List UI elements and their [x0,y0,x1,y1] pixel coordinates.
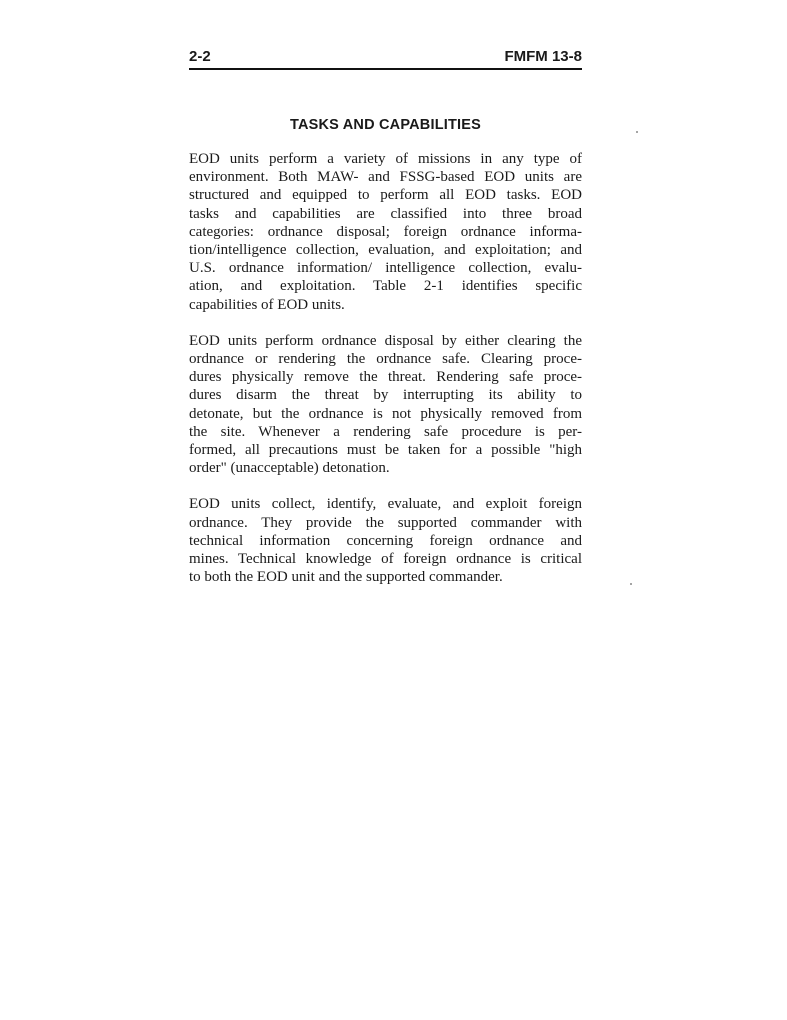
text-line: EOD units perform ordnance disposal by either clearing the [189,332,582,349]
text-line: environment. Both MAW- and FSSG-based EOD units are [189,169,582,186]
text-line: EOD units perform a variety of missions in any type of [189,151,582,167]
page-number: 2-2 [189,48,211,65]
text-line: dures physically remove the threat. Rendering safe proce- [189,369,582,386]
text-line: detonate, but the ordnance is not physically removed from [189,405,582,422]
text-line: to both the EOD unit and the supported commander. [189,569,503,586]
manual-id: FMFM 13-8 [504,48,582,65]
text-line: ation, and exploitation. Table 2-1 identifies specific [189,278,582,295]
text-line: formed, all precautions must be taken for a possible "high [189,442,582,459]
text-line: tion/intelligence collection, evaluation, and exploitation; and [189,242,582,259]
scan-speck [630,583,632,585]
text-line: dures disarm the threat by interrupting its ability to [189,387,582,404]
text-line: technical information concerning foreign ordnance and [189,532,582,549]
text-line: U.S. ordnance information/ intelligence collection, evalu- [189,260,582,277]
text-line: EOD units collect, identify, evaluate, and exploit foreign [189,496,582,513]
text-line: categories: ordnance disposal; foreign ordnance informa- [189,223,582,240]
text-line: structured and equipped to perform all EOD tasks. EOD [189,187,582,204]
section-title: TASKS AND CAPABILITIES [289,117,482,133]
scan-speck [636,131,638,133]
text-line: ordnance or rendering the ordnance safe. Clearing proce- [189,351,582,368]
paragraph-1 [189,150,582,314]
text-line: ordnance. They provide the supported commander with [189,514,582,531]
paragraph-3 [189,495,582,586]
text-line: tasks and capabilities are classified into three broad [189,205,582,222]
text-line: order" (unacceptable) detonation. [189,460,390,477]
body-text [189,150,582,604]
text-line: the site. Whenever a rendering safe procedure is per- [189,423,582,440]
page-header [189,44,582,70]
paragraph-2 [189,332,582,478]
text-line: mines. Technical knowledge of foreign ordnance is critical [189,551,582,568]
text-line: capabilities of EOD units. [189,296,345,313]
